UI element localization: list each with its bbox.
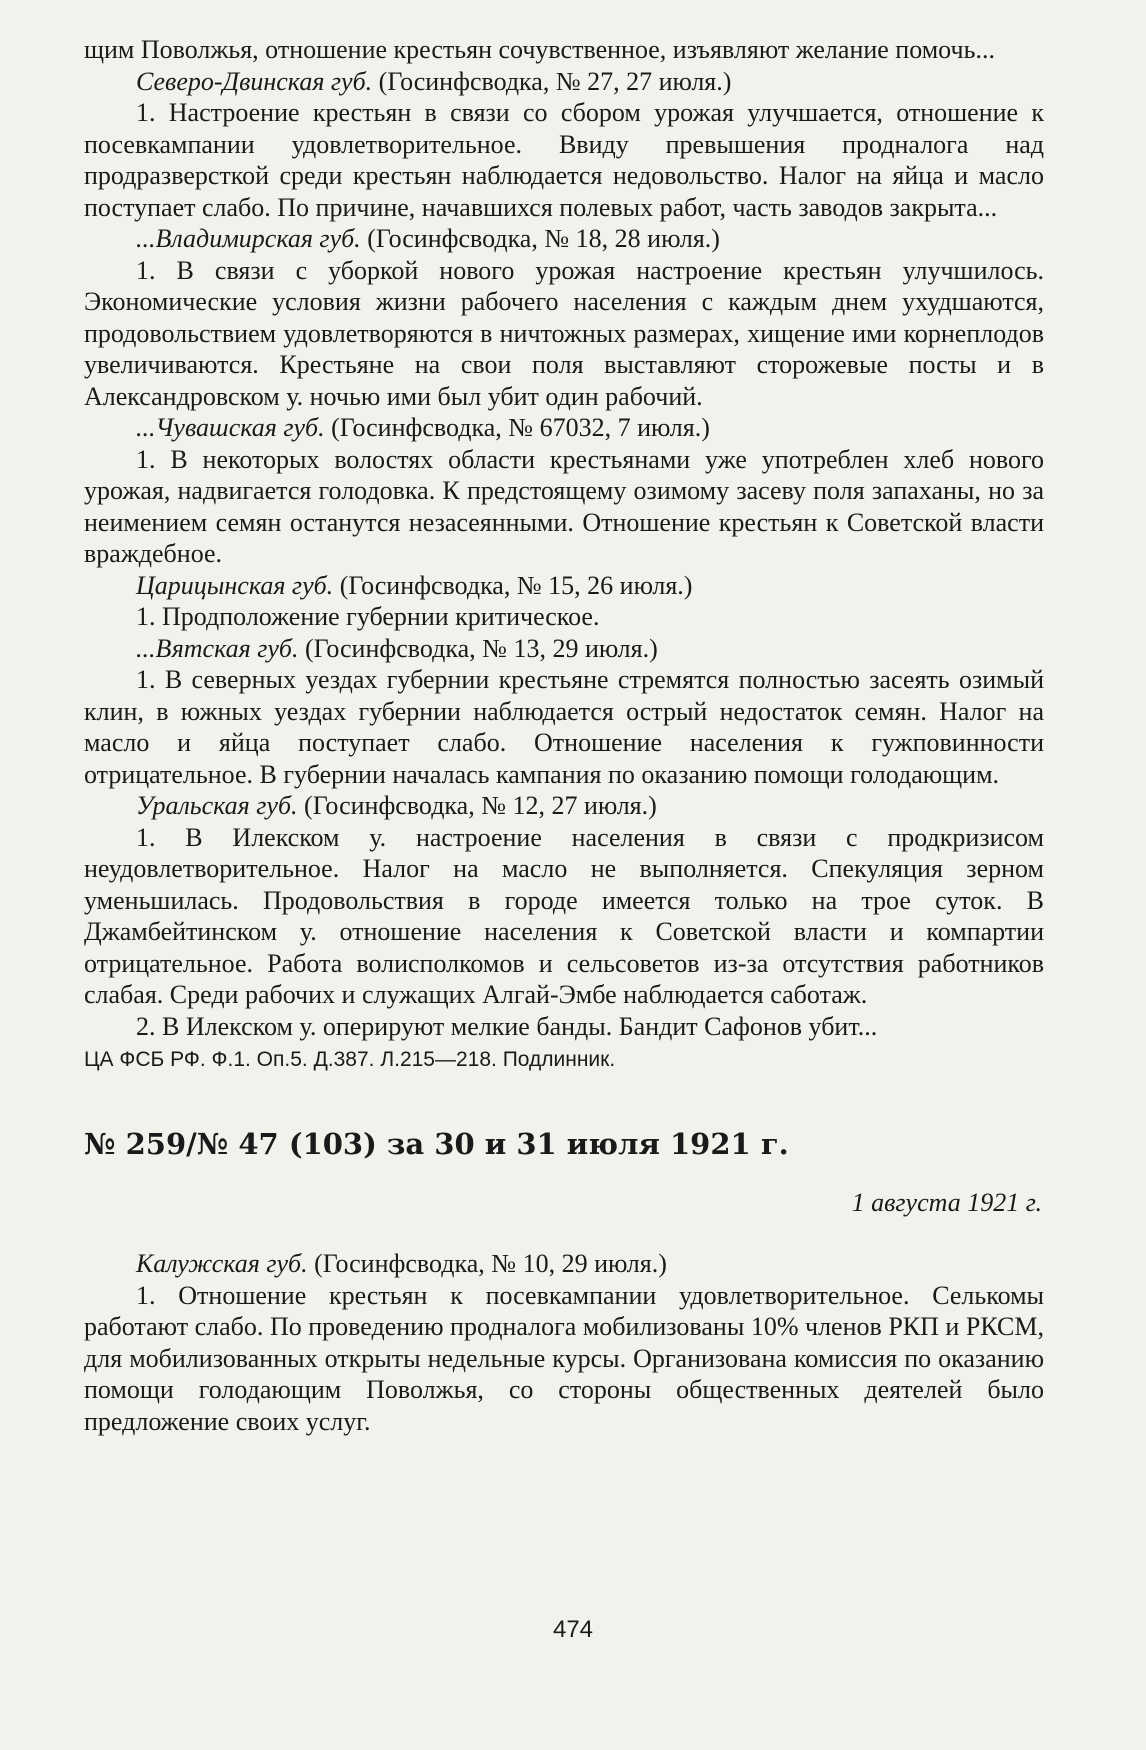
report-header-severo-dvinskaya	[84, 66, 1044, 98]
report-header-kaluzhskaya	[84, 1248, 1044, 1280]
paragraph-tsaritsynskaya: 1. Продположение губернии критическое.	[136, 602, 600, 631]
paragraph-chuvashskaya: 1. В некоторых волостях области крестьянами уже употреблен хлеб нового урожая, надвигается голодовка. К предстоящему озимому засеву поля запаханы, но за неимением семян останутся незасеянными. Отношение крестьян к Советской власти враждебное.	[84, 444, 1044, 568]
region-name: ...Вятская губ.	[136, 633, 299, 663]
report-source: (Госинфсводка, № 10, 29 июля.)	[307, 1249, 667, 1278]
spacer	[84, 1218, 1044, 1248]
report-source: (Госинфсводка, № 12, 27 июля.)	[297, 791, 657, 820]
region-name: Царицынская губ.	[136, 570, 334, 600]
report-header-vyatskaya	[84, 633, 1044, 665]
page-number: 474	[552, 1616, 594, 1643]
region-name: Северо-Двинская губ.	[136, 66, 373, 96]
report-source: (Госинфсводка, № 27, 27 июля.)	[372, 66, 732, 96]
paragraph-severo-dvinskaya: 1. Настроение крестьян в связи со сбором урожая улучшается, отношение к посевкампании удовлетворительное. Ввиду превышения продналога над продразверсткой среди крестьян наблюдается недовольство. Налог на яйца и масло поступает слабо. По причине, начавшихся полевых работ, часть заводов закрыта...	[84, 98, 1044, 222]
page-body	[84, 34, 1044, 1437]
report-header-tsaritsynskaya	[84, 570, 1044, 602]
report-header-vladimirskaya	[84, 223, 1044, 255]
paragraph-vyatskaya: 1. В северных уездах губернии крестьяне стремятся полностью засеять озимый клин, в южных уездах губернии наблюдается острый недостаток семян. Налог на масло и яйца поступает слабо. Отношение населения к гужповинности отрицательное. В губернии началась кампания по оказанию помощи голодающим.	[84, 665, 1044, 789]
paragraph-kaluzhskaya: 1. Отношение крестьян к посевкампании удовлетворительное. Селькомы работают слабо. По проведению продналога мобилизованы 10% членов РКП и РКСМ, для мобилизованных открыты недельные курсы. Организована комиссия по оказанию помощи голодающим Поволжья, со стороны общественных деятелей было предложение своих услуг.	[84, 1280, 1044, 1436]
region-name: Калужская губ.	[136, 1249, 308, 1278]
archive-source: ЦА ФСБ РФ. Ф.1. Оп.5. Д.387. Л.215—218. Подлинник.	[84, 1048, 616, 1071]
paragraph-uralskaya-1: 1. В Илекском у. настроение населения в связи с продкризисом неудовлетворительное. Налог на масло не выполняется. Спекуляция зерном уменьшилась. Продовольствия в городе имеется только на трое суток. В Джамбейтинском у. отношение населения к Советской власти и компартии отрицательное. Работа волисполкомов и сельсоветов из-за отсутствия работников слабая. Среди рабочих и служащих Алгай-Эмбе наблюдается саботаж.	[84, 822, 1044, 1009]
paragraph-continuation: щим Поволжья, отношение крестьян сочувственное, изъявляют желание помочь...	[84, 35, 995, 64]
region-name: ...Владимирская губ.	[136, 224, 361, 253]
region-name: Уральская губ.	[136, 791, 298, 820]
report-header-uralskaya	[84, 790, 1044, 822]
report-source: (Госинфсводка, № 13, 29 июля.)	[298, 633, 658, 663]
report-header-chuvashskaya	[84, 412, 1044, 444]
document-date: 1 августа 1921 г.	[851, 1188, 1042, 1217]
document-title: № 259/№ 47 (103) за 30 и 31 июля 1921 г.	[84, 1127, 789, 1161]
paragraph-vladimirskaya: 1. В связи с уборкой нового урожая настроение крестьян улучшилось. Экономические условия жизни рабочего населения с каждым днем ухудшаются, продовольствием удовлетворяются в ничтожных размерах, хищение ими корнеплодов увеличиваются. Крестьяне на свои поля выставляют сторожевые посты и в Александровском у. ночью ими был убит один рабочий.	[84, 255, 1044, 411]
paragraph-uralskaya-2: 2. В Илекском у. оперируют мелкие банды. Бандит Сафонов убит...	[136, 1011, 878, 1041]
report-source: (Госинфсводка, № 15, 26 июля.)	[333, 570, 693, 600]
report-source: (Госинфсводка, № 67032, 7 июля.)	[324, 413, 710, 442]
report-source: (Госинфсводка, № 18, 28 июля.)	[360, 224, 720, 253]
region-name: ...Чувашская губ.	[136, 413, 325, 442]
